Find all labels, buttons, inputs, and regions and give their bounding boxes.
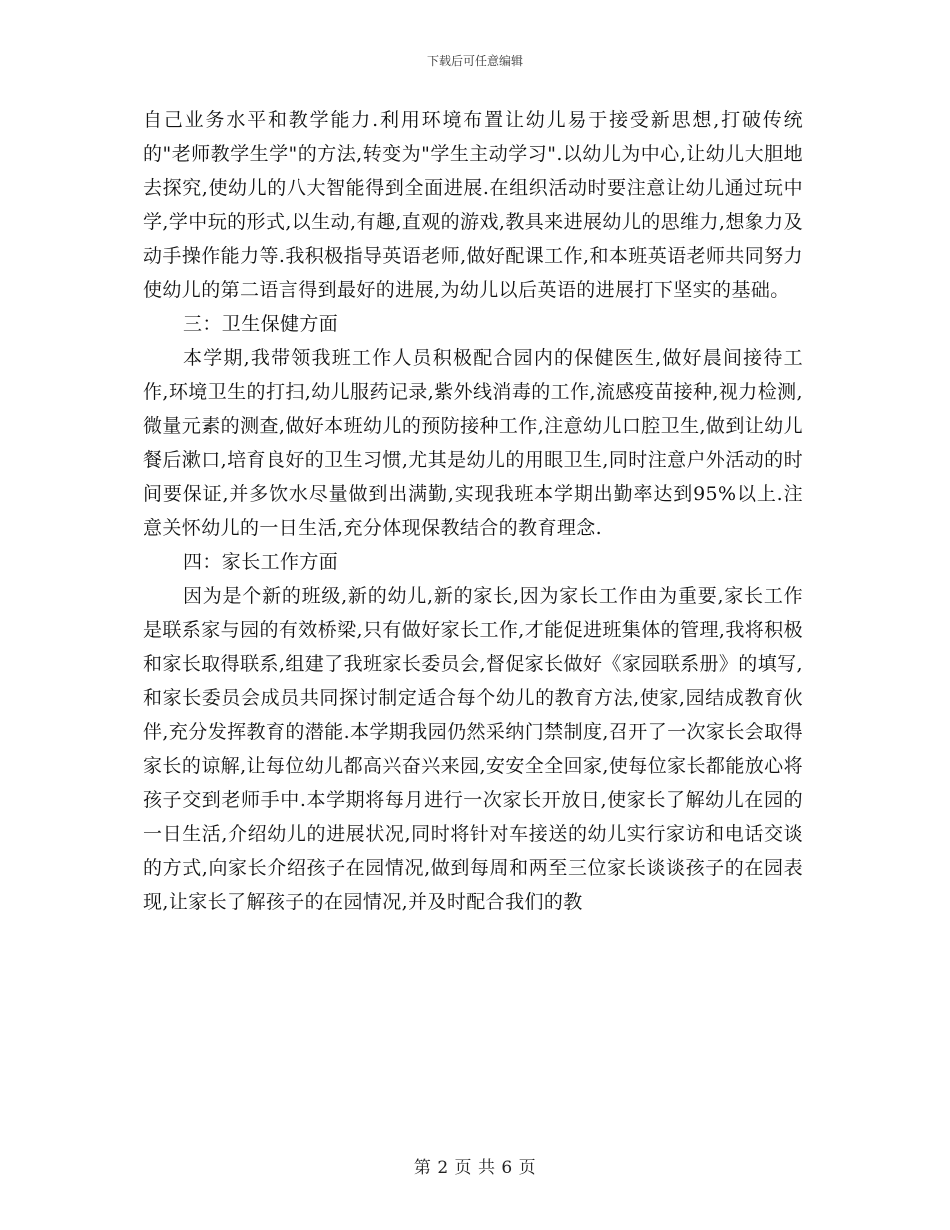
paragraph-hygiene: 本学期,我带领我班工作人员积极配合园内的保健医生,做好晨间接待工作,环境卫生的打扫,幼儿服药记录,紫外线消毒的工作,流感疫苗接种,视力检测,微量元素的测查,做好本班幼儿的预防接种工作,注意幼儿口腔卫生,做到让幼儿餐后漱口,培育良好的卫生习惯,尤其是幼儿的用眼卫生,同时注意户外活动的时间要保证,并多饮水尽量做到出满勤,实现我班本学期出勤率达到95%以上.注意关怀幼儿的一日生活,充分体现保教结合的教育理念. <box>143 347 803 539</box>
document-body <box>143 103 803 919</box>
section-heading-parents: 四：家长工作方面 <box>183 551 339 573</box>
paragraph-parents: 因为是个新的班级,新的幼儿,新的家长,因为家长工作由为重要,家长工作是联系家与园的有效桥梁,只有做好家长工作,才能促进班集体的管理,我将积极和家长取得联系,组建了我班家长委员会,督促家长做好《家园联系册》的填写,和家长委员会成员共同探讨制定适合每个幼儿的教育方法,使家,园结成教育伙伴,充分发挥教育的潜能.本学期我园仍然采纳门禁制度,召开了一次家长会取得家长的谅解,让每位幼儿都高兴奋兴来园,安安全全回家,使每位家长都能放心将孩子交到老师手中.本学期将每月进行一次家长开放日,使家长了解幼儿在园的一日生活,介绍幼儿的进展状况,同时将针对车接送的幼儿实行家访和电话交谈的方式,向家长介绍孩子在园情况,做到每周和两至三位家长谈谈孩子的在园表现,让家长了解孩子的在园情况,并及时配合我们的教 <box>143 585 803 913</box>
paragraph-teaching-continued: 自己业务水平和教学能力.利用环境布置让幼儿易于接受新思想,打破传统的"老师教学生学"的方法,转变为"学生主动学习".以幼儿为中心,让幼儿大胆地去探究,使幼儿的八大智能得到全面进展.在组织活动时要注意让幼儿通过玩中学,学中玩的形式,以生动,有趣,直观的游戏,教具来进展幼儿的思维力,想象力及动手操作能力等.我积极指导英语老师,做好配课工作,和本班英语老师共同努力使幼儿的第二语言得到最好的进展,为幼儿以后英语的进展打下坚实的基础。 <box>143 109 803 301</box>
section-heading-hygiene: 三：卫生保健方面 <box>183 313 339 335</box>
page-header: 下载后可任意编辑 <box>426 54 523 68</box>
page-number-footer: 第 2 页 共 6 页 <box>413 1158 537 1178</box>
